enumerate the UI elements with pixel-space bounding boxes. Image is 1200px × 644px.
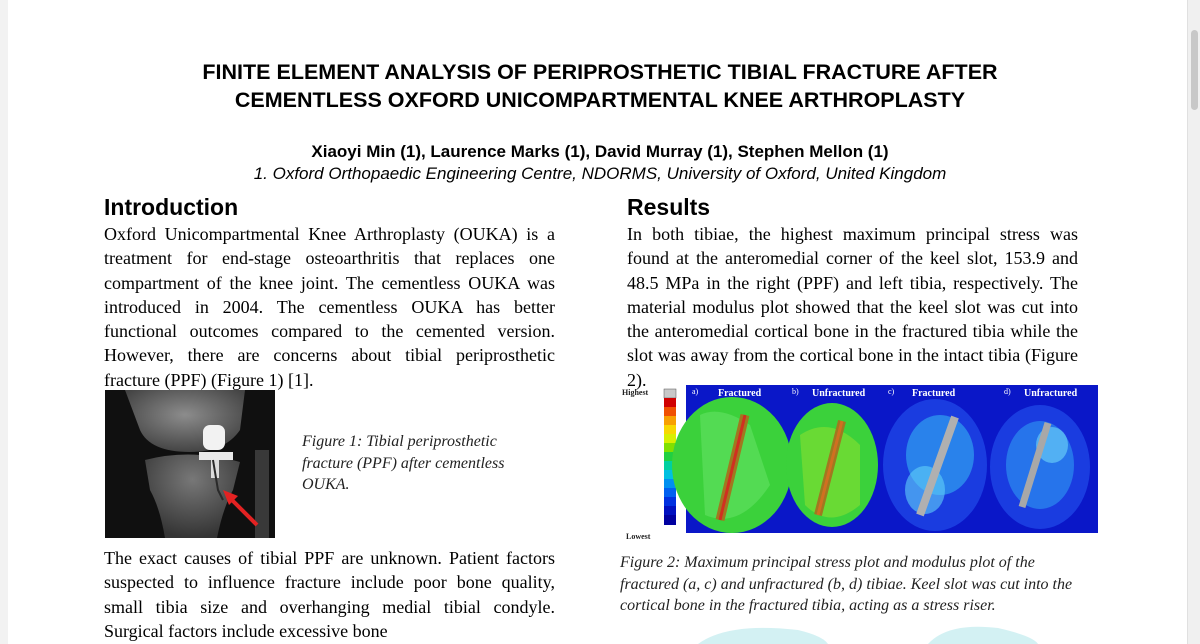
introduction-paragraph-1: Oxford Unicompartmental Knee Arthroplasty (OUKA) is a treatment for end-stage osteoarthritis that replaces one compartment of the knee joint. The cementless OUKA was introduced in 2004. The cementless OUKA has better functional outcomes compared to the cemented version. However, there are concerns about tibial periprosthetic fracture (PPF) (Figure 1) [1]. xyxy=(104,224,555,390)
figure-3-partial xyxy=(688,622,1088,644)
scale-low-label: Lowest xyxy=(626,532,651,540)
affiliation: 1. Oxford Orthopaedic Engineering Centre, NDORMS, University of Oxford, United Kingdom xyxy=(253,164,947,183)
scrollbar-thumb[interactable] xyxy=(1191,30,1198,110)
results-paragraph-1: In both tibiae, the highest maximum principal stress was found at the anteromedial corner of the keel slot, 153.9 and 48.5 MPa in the right (PPF) and left tibia, respectively. The material modulus plot showed that the keel slot was cut into the anteromedial cortical bone in the fractured tibia while the slot was away from the cortical bone in the intact tibia (Figure 2). xyxy=(627,224,1078,390)
document-page xyxy=(8,0,1188,644)
svg-text:a): a) xyxy=(692,387,699,396)
introduction-heading: Introduction xyxy=(104,194,239,220)
figure-2-stress-plot xyxy=(620,385,1098,540)
figure-1-caption: Figure 1: Tibial periprosthetic fracture (PPF) after cementless OUKA. xyxy=(302,433,505,493)
title-line-2: CEMENTLESS OXFORD UNICOMPARTMENTAL KNEE ARTHROPLASTY xyxy=(234,88,966,112)
figure-1-xray xyxy=(105,390,275,538)
figure-2-caption: Figure 2: Maximum principal stress plot and modulus plot of the fractured (a, c) and unfractured (b, d) tibiae. Keel slot was cut into the cortical bone in the fractured tibia, acting as a stress riser. xyxy=(620,554,1073,614)
svg-text:Unfractured: Unfractured xyxy=(812,388,866,399)
svg-text:b): b) xyxy=(792,387,799,396)
svg-text:Fractured: Fractured xyxy=(912,388,956,399)
scale-high-label: Highest xyxy=(622,388,649,397)
results-heading: Results xyxy=(627,194,711,220)
paper-title xyxy=(8,58,1188,114)
author-list: Xiaoyi Min (1), Laurence Marks (1), David Murray (1), Stephen Mellon (1) xyxy=(311,142,889,161)
title-line-1: FINITE ELEMENT ANALYSIS OF PERIPROSTHETIC TIBIAL FRACTURE AFTER xyxy=(202,60,998,84)
introduction-paragraph-2: The exact causes of tibial PPF are unknown. Patient factors suspected to influence fracture include poor bone quality, small tibia size and overhanging medial tibial condyle. Surgical factors include excessive bone xyxy=(104,548,555,641)
svg-text:Fractured: Fractured xyxy=(718,388,762,399)
svg-text:c): c) xyxy=(888,387,895,396)
svg-text:Unfractured: Unfractured xyxy=(1024,388,1078,399)
vertical-scrollbar[interactable] xyxy=(1187,0,1200,644)
svg-text:d): d) xyxy=(1004,387,1011,396)
